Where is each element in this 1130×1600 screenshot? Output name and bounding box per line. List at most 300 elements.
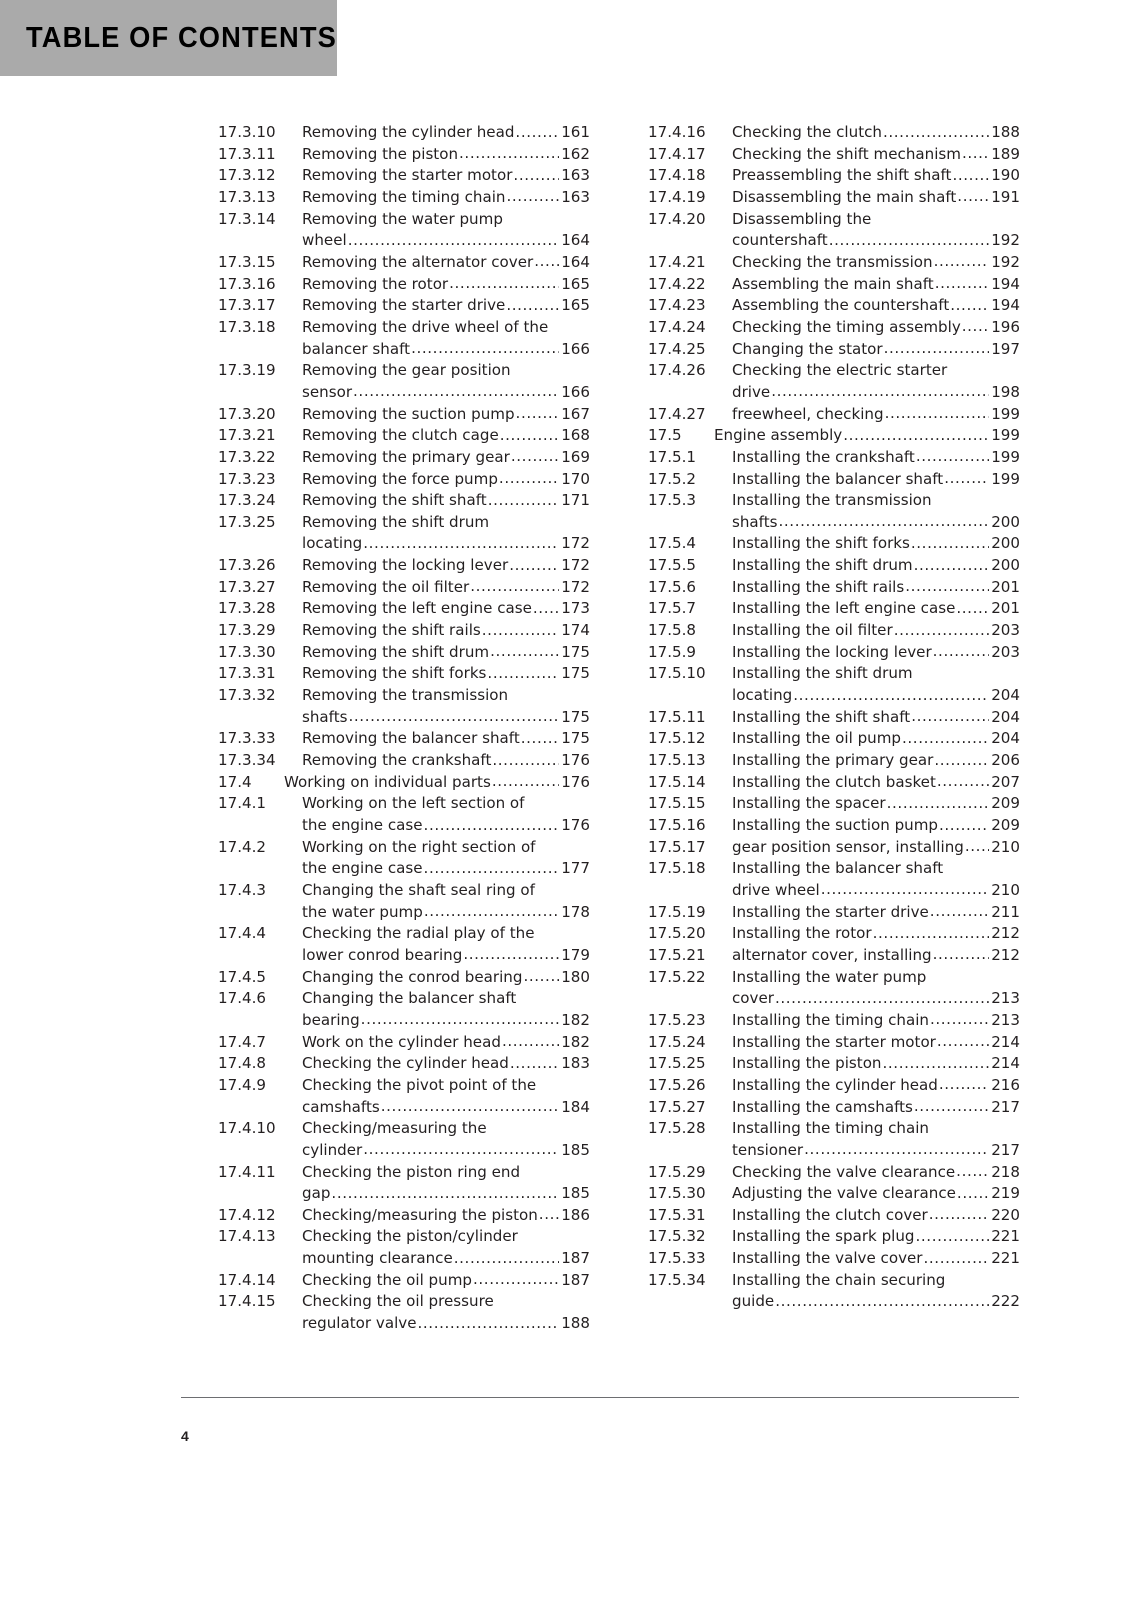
toc-entry[interactable] (218, 469, 590, 491)
toc-entry-title-continued: drive (732, 382, 771, 401)
toc-entry-body (302, 274, 590, 296)
toc-entry[interactable] (648, 1053, 1020, 1075)
footer-page-number: 4 (181, 1428, 189, 1444)
toc-entry[interactable] (218, 295, 590, 317)
toc-entry-title: Removing the piston (302, 144, 459, 163)
dot-leader (361, 1009, 559, 1031)
toc-entry-number: 17.5.7 (648, 599, 697, 618)
toc-entry-page: 212 (991, 924, 1020, 943)
toc-entry-title: Installing the primary gear (732, 751, 934, 770)
toc-entry-title: Removing the clutch cage (302, 426, 499, 445)
toc-entry-title-continued: camshafts (302, 1097, 380, 1116)
dot-leader (523, 966, 559, 988)
toc-entry-page: 199 (991, 447, 1020, 466)
toc-entry-page: 203 (991, 642, 1020, 661)
dot-leader (775, 988, 989, 1010)
toc-entry-body (732, 209, 1020, 252)
toc-entry-number: 17.3.26 (218, 556, 276, 575)
toc-entry-page: 204 (991, 729, 1020, 748)
toc-entry-page: 176 (561, 772, 590, 791)
toc-entry[interactable] (218, 1032, 590, 1054)
toc-entry-number: 17.5.9 (648, 642, 697, 661)
toc-entry-page: 185 (561, 1140, 590, 1159)
toc-entry-number: 17.3.14 (218, 209, 276, 228)
toc-entry-page: 175 (561, 664, 590, 683)
toc-entry[interactable] (648, 858, 1020, 901)
toc-entry-number: 17.4.4 (218, 924, 267, 943)
dot-leader (957, 186, 989, 208)
toc-entry[interactable] (218, 663, 590, 685)
toc-entry[interactable] (218, 490, 590, 512)
dot-leader (916, 1226, 989, 1248)
toc-entry-title: Engine assembly (714, 426, 843, 445)
toc-entry-page: 200 (991, 512, 1020, 531)
toc-entry[interactable] (648, 837, 1020, 859)
dot-leader (381, 1096, 559, 1118)
dot-leader (884, 338, 989, 360)
toc-entry-page: 199 (991, 469, 1020, 488)
toc-entry-title: Installing the balancer shaft (732, 469, 944, 488)
dot-leader (804, 1139, 989, 1161)
toc-entry-page: 203 (991, 621, 1020, 640)
dot-leader (962, 143, 989, 165)
toc-entry-body (732, 1118, 1020, 1161)
toc-entry[interactable] (648, 642, 1020, 664)
dot-leader (507, 186, 559, 208)
toc-entry[interactable] (648, 404, 1020, 426)
toc-entry-title: Removing the balancer shaft (302, 729, 520, 748)
toc-entry-body (302, 620, 590, 642)
toc-entry[interactable] (648, 252, 1020, 274)
dot-leader (939, 1074, 989, 1096)
toc-entry-page: 206 (991, 751, 1020, 770)
toc-entry-number: 17.4.25 (648, 339, 706, 358)
toc-entry-title-continued: balancer shaft (302, 339, 411, 358)
toc-entry[interactable] (648, 1118, 1020, 1161)
toc-entry-body (732, 1053, 1020, 1075)
toc-entry[interactable] (648, 533, 1020, 555)
toc-entry[interactable] (648, 447, 1020, 469)
toc-entry-number: 17.5.27 (648, 1097, 706, 1116)
toc-entry-number: 17.3.27 (218, 577, 276, 596)
toc-entry-title-continued: countershaft (732, 231, 828, 250)
toc-entry-page: 187 (561, 1270, 590, 1289)
toc-entry[interactable] (218, 880, 590, 923)
toc-entry[interactable] (648, 209, 1020, 252)
toc-entry-body (302, 252, 590, 274)
dot-leader (470, 576, 559, 598)
toc-entry-page: 213 (991, 1010, 1020, 1029)
toc-entry[interactable] (648, 360, 1020, 403)
toc-entry-title: Installing the suction pump (732, 816, 939, 834)
toc-entry-title-continued: guide (732, 1292, 775, 1311)
dot-leader (933, 944, 989, 966)
dot-leader (424, 901, 559, 923)
toc-entry-body (732, 728, 1020, 750)
toc-entry-title: Installing the shift drum (732, 664, 913, 683)
toc-entry-title-continued: the water pump (302, 902, 423, 921)
toc-entry[interactable] (648, 165, 1020, 187)
toc-entry-page: 175 (561, 707, 590, 726)
toc-entry-title: Removing the shift drum (302, 642, 490, 661)
toc-entry-number: 17.3.33 (218, 729, 276, 748)
toc-entry-body (302, 122, 590, 144)
dot-leader (459, 143, 559, 165)
dot-leader (956, 598, 989, 620)
toc-entry[interactable] (218, 685, 590, 728)
toc-entry[interactable] (648, 1010, 1020, 1032)
toc-entry[interactable] (648, 1032, 1020, 1054)
toc-entry[interactable] (648, 339, 1020, 361)
dot-leader (916, 446, 989, 468)
toc-entry-title: Removing the primary gear (302, 447, 510, 466)
toc-entry[interactable] (648, 945, 1020, 967)
toc-entry-page: 175 (561, 642, 590, 661)
toc-entry[interactable] (218, 923, 590, 966)
toc-entry-page: 192 (991, 231, 1020, 250)
toc-entry-body (302, 598, 590, 620)
toc-entry[interactable] (218, 728, 590, 750)
toc-entry[interactable] (218, 772, 590, 794)
toc-entry-body (732, 1032, 1020, 1054)
toc-entry[interactable] (218, 274, 590, 296)
dot-leader (534, 251, 559, 273)
toc-entry-title: Installing the oil filter (732, 621, 893, 640)
toc-entry[interactable] (218, 317, 590, 360)
toc-entry[interactable] (648, 923, 1020, 945)
toc-entry-number: 17.5.21 (648, 945, 706, 964)
toc-entry[interactable] (648, 1248, 1020, 1270)
toc-entry[interactable] (218, 425, 590, 447)
toc-entry[interactable] (648, 750, 1020, 772)
toc-entry-number: 17.3.10 (218, 123, 276, 141)
toc-entry-page: 169 (561, 447, 590, 466)
toc-entry-title: Installing the timing chain (732, 1010, 929, 1029)
toc-entry-title: Removing the force pump (302, 469, 498, 488)
toc-entry-title: Checking the oil pressure (302, 1292, 494, 1311)
toc-entry[interactable] (648, 1270, 1020, 1313)
toc-entry-body (732, 122, 1020, 144)
toc-entry-body (732, 1183, 1020, 1205)
toc-entry-body (302, 1270, 590, 1292)
toc-entry-title-continued: wheel (302, 231, 347, 250)
toc-entry-title: Installing the rotor (732, 924, 872, 943)
toc-entry-body (732, 274, 1020, 296)
toc-entry-page: 201 (991, 577, 1020, 596)
dot-leader (506, 295, 559, 317)
toc-entry-body (302, 425, 590, 447)
toc-entry-body (302, 837, 590, 880)
toc-entry-page: 171 (561, 491, 590, 510)
toc-entry-number: 17.5.31 (648, 1205, 706, 1224)
toc-entry-number: 17.3.11 (218, 144, 276, 163)
dot-leader (956, 1161, 989, 1183)
toc-entry[interactable] (218, 252, 590, 274)
toc-entry[interactable] (648, 620, 1020, 642)
toc-entry-body (732, 815, 1020, 837)
toc-entry-page: 185 (561, 1184, 590, 1203)
dot-leader (454, 1248, 559, 1270)
toc-entry-title: Checking the pivot point of the (302, 1075, 537, 1094)
dot-leader (424, 858, 559, 880)
toc-entry-body (732, 1226, 1020, 1248)
toc-entry-body (732, 252, 1020, 274)
toc-entry-title-continued: cover (732, 989, 774, 1008)
toc-entry-title: Removing the crankshaft (302, 751, 492, 770)
toc-entry[interactable] (648, 187, 1020, 209)
dot-leader (883, 1053, 989, 1075)
toc-entry-number: 17.4.5 (218, 967, 267, 986)
toc-entry[interactable] (648, 295, 1020, 317)
toc-entry[interactable] (218, 404, 590, 426)
toc-entry-page: 218 (991, 1162, 1020, 1181)
toc-entry[interactable] (648, 1226, 1020, 1248)
toc-entry-number: 17.3.19 (218, 361, 276, 380)
toc-entry[interactable] (648, 317, 1020, 339)
toc-entry[interactable] (648, 793, 1020, 815)
toc-entry-number: 17.3.15 (218, 252, 276, 271)
toc-entry[interactable] (648, 144, 1020, 166)
toc-entry-body (302, 144, 590, 166)
toc-entry-body (302, 1162, 590, 1205)
toc-entry-body (302, 967, 590, 989)
toc-entry-number: 17.5.34 (648, 1270, 706, 1289)
toc-entry-page: 211 (991, 902, 1020, 921)
toc-entry-number: 17.5.18 (648, 859, 706, 878)
toc-entry[interactable] (648, 1097, 1020, 1119)
dot-leader (418, 1313, 559, 1335)
toc-entry[interactable] (218, 1226, 590, 1269)
toc-entry-title: Assembling the main shaft (732, 274, 934, 293)
dot-leader (883, 122, 989, 144)
toc-entry[interactable] (218, 187, 590, 209)
toc-entry-number: 17.4.12 (218, 1205, 276, 1224)
dot-leader (411, 338, 559, 360)
toc-entry-page: 200 (991, 556, 1020, 575)
toc-entry-title: Removing the oil filter (302, 577, 470, 596)
toc-entry[interactable] (218, 1291, 590, 1334)
toc-entry-title: Checking the oil pump (302, 1270, 472, 1289)
toc-entry-body (302, 685, 590, 728)
toc-entry[interactable] (218, 967, 590, 989)
toc-entry-title: Removing the locking lever (302, 556, 509, 575)
toc-entry-body (732, 945, 1020, 967)
toc-entry-body (284, 772, 590, 794)
toc-entry-number: 17.4.9 (218, 1075, 267, 1094)
toc-entry-title-continued: locating (732, 686, 793, 705)
toc-entry-body (302, 187, 590, 209)
toc-entry-number: 17.3.21 (218, 426, 276, 445)
toc-entry[interactable] (648, 274, 1020, 296)
toc-entry-number: 17.3.34 (218, 751, 276, 770)
toc-entry[interactable] (648, 425, 1020, 447)
toc-entry-body (302, 512, 590, 555)
dot-leader (930, 1009, 989, 1031)
toc-entry-page: 177 (561, 859, 590, 878)
toc-entry-number: 17.5 (648, 426, 682, 445)
toc-entry[interactable] (648, 469, 1020, 491)
toc-entry[interactable] (218, 165, 590, 187)
dot-leader (937, 771, 989, 793)
toc-entry[interactable] (218, 1162, 590, 1205)
toc-entry-title-continued: lower conrod bearing (302, 945, 463, 964)
toc-entry[interactable] (218, 837, 590, 880)
dot-leader (775, 1291, 989, 1313)
toc-entry-title: Removing the gear position (302, 361, 511, 380)
toc-entry-page: 168 (561, 426, 590, 445)
toc-entry[interactable] (648, 815, 1020, 837)
dot-leader (914, 555, 989, 577)
toc-entry-number: 17.5.1 (648, 447, 697, 466)
toc-entry-page: 222 (991, 1292, 1020, 1311)
toc-entry-number: 17.4.2 (218, 837, 267, 856)
toc-entry-number: 17.5.28 (648, 1119, 706, 1138)
toc-entry-body (732, 837, 1020, 859)
toc-entry-page: 182 (561, 1010, 590, 1029)
toc-entry-number: 17.5.29 (648, 1162, 706, 1181)
toc-entry-body (302, 750, 590, 772)
toc-entry[interactable] (218, 555, 590, 577)
toc-entry[interactable] (218, 447, 590, 469)
toc-entry-number: 17.5.5 (648, 556, 697, 575)
toc-entry-title: Checking the piston/cylinder (302, 1227, 518, 1246)
toc-entry-page: 220 (991, 1205, 1020, 1224)
toc-entry-number: 17.4.3 (218, 880, 267, 899)
toc-entry-page: 200 (991, 534, 1020, 553)
toc-entry-page: 212 (991, 945, 1020, 964)
toc-entry[interactable] (648, 1075, 1020, 1097)
toc-entry[interactable] (648, 1162, 1020, 1184)
dot-leader (950, 295, 989, 317)
toc-entry[interactable] (648, 577, 1020, 599)
dot-leader (843, 425, 989, 447)
toc-entry-body (302, 555, 590, 577)
toc-entry-page: 197 (991, 339, 1020, 358)
toc-entry[interactable] (648, 772, 1020, 794)
dot-leader (473, 1269, 559, 1291)
toc-entry[interactable] (218, 577, 590, 599)
toc-entry-title: Installing the locking lever (732, 642, 932, 661)
toc-entry-body (732, 555, 1020, 577)
toc-entry[interactable] (218, 1075, 590, 1118)
toc-entry[interactable] (648, 598, 1020, 620)
toc-entry-number: 17.4.19 (648, 187, 706, 206)
toc-entry[interactable] (648, 490, 1020, 533)
toc-column-left (218, 122, 590, 1335)
toc-entry-body (732, 620, 1020, 642)
toc-entry-number: 17.3.32 (218, 686, 276, 705)
toc-entry-number: 17.5.20 (648, 924, 706, 943)
toc-entry[interactable] (218, 209, 590, 252)
dot-leader (957, 1183, 989, 1205)
toc-entry-number: 17.5.26 (648, 1075, 706, 1094)
toc-entry-title: Checking the transmission (732, 252, 933, 271)
toc-entry-page: 186 (561, 1205, 590, 1224)
toc-entry-page: 210 (991, 880, 1020, 899)
toc-entry-title: Removing the rotor (302, 274, 449, 293)
dot-leader (935, 273, 989, 295)
toc-entry-page: 172 (561, 556, 590, 575)
toc-entry-page: 179 (561, 945, 590, 964)
toc-entry-title-continued: gap (302, 1184, 331, 1203)
toc-entry-title: Changing the stator (732, 339, 883, 358)
toc-entry[interactable] (218, 144, 590, 166)
toc-entry-title: Installing the valve cover (732, 1249, 923, 1268)
toc-entry-page: 183 (561, 1054, 590, 1073)
toc-entry[interactable] (218, 988, 590, 1031)
toc-entry-number: 17.4.7 (218, 1032, 267, 1051)
toc-entry-page: 194 (991, 274, 1020, 293)
dot-leader (771, 381, 989, 403)
toc-entry-body (732, 1010, 1020, 1032)
toc-entry-title: Removing the suction pump (302, 404, 515, 423)
toc-entry[interactable] (218, 1270, 590, 1292)
toc-entry-body (732, 490, 1020, 533)
toc-entry[interactable] (218, 1118, 590, 1161)
toc-entry-body (302, 988, 590, 1031)
toc-entry-body (714, 425, 1020, 447)
toc-entry-number: 17.5.19 (648, 902, 706, 921)
toc-entry-title: Installing the starter drive (732, 902, 929, 921)
toc-entry-title: Installing the chain securing (732, 1270, 946, 1289)
toc-entry[interactable] (218, 642, 590, 664)
dot-leader (492, 771, 559, 793)
toc-entry[interactable] (218, 598, 590, 620)
toc-entry[interactable] (218, 1053, 590, 1075)
toc-entry[interactable] (648, 707, 1020, 729)
toc-entry[interactable] (218, 1205, 590, 1227)
toc-entry-title: Disassembling the main shaft (732, 187, 957, 206)
toc-entry-title: Removing the shift rails (302, 621, 481, 640)
toc-entry[interactable] (218, 620, 590, 642)
toc-entry-body (732, 1270, 1020, 1313)
toc-entry-page: 187 (561, 1249, 590, 1268)
toc-entry[interactable] (648, 663, 1020, 706)
dot-leader (829, 230, 989, 252)
toc-entry[interactable] (648, 967, 1020, 1010)
toc-entry-number: 17.4 (218, 772, 252, 791)
toc-entry[interactable] (648, 122, 1020, 144)
dot-leader (487, 663, 559, 685)
toc-entry[interactable] (648, 728, 1020, 750)
toc-entry[interactable] (218, 122, 590, 144)
toc-entry-body (732, 642, 1020, 664)
toc-entry[interactable] (218, 793, 590, 836)
toc-entry[interactable] (648, 1183, 1020, 1205)
toc-entry[interactable] (218, 512, 590, 555)
toc-entry-title: Installing the oil pump (732, 729, 901, 748)
toc-entry-page: 162 (561, 144, 590, 163)
toc-entry[interactable] (648, 555, 1020, 577)
toc-entry[interactable] (648, 1205, 1020, 1227)
toc-entry-page: 219 (991, 1184, 1020, 1203)
toc-entry-page: 204 (991, 686, 1020, 705)
toc-entry-body (302, 728, 590, 750)
toc-entry-page: 176 (561, 751, 590, 770)
toc-entry-number: 17.5.24 (648, 1032, 706, 1051)
toc-entry[interactable] (218, 360, 590, 403)
toc-entry-number: 17.4.13 (218, 1227, 276, 1246)
toc-entry-number: 17.3.16 (218, 274, 276, 293)
toc-entry[interactable] (218, 750, 590, 772)
toc-entry[interactable] (648, 902, 1020, 924)
toc-entry-page: 207 (991, 772, 1020, 791)
toc-entry-page: 198 (991, 382, 1020, 401)
dot-leader (952, 165, 989, 187)
toc-entry-title-continued: bearing (302, 1010, 360, 1029)
dot-leader (539, 1204, 559, 1226)
toc-entry-body (732, 144, 1020, 166)
